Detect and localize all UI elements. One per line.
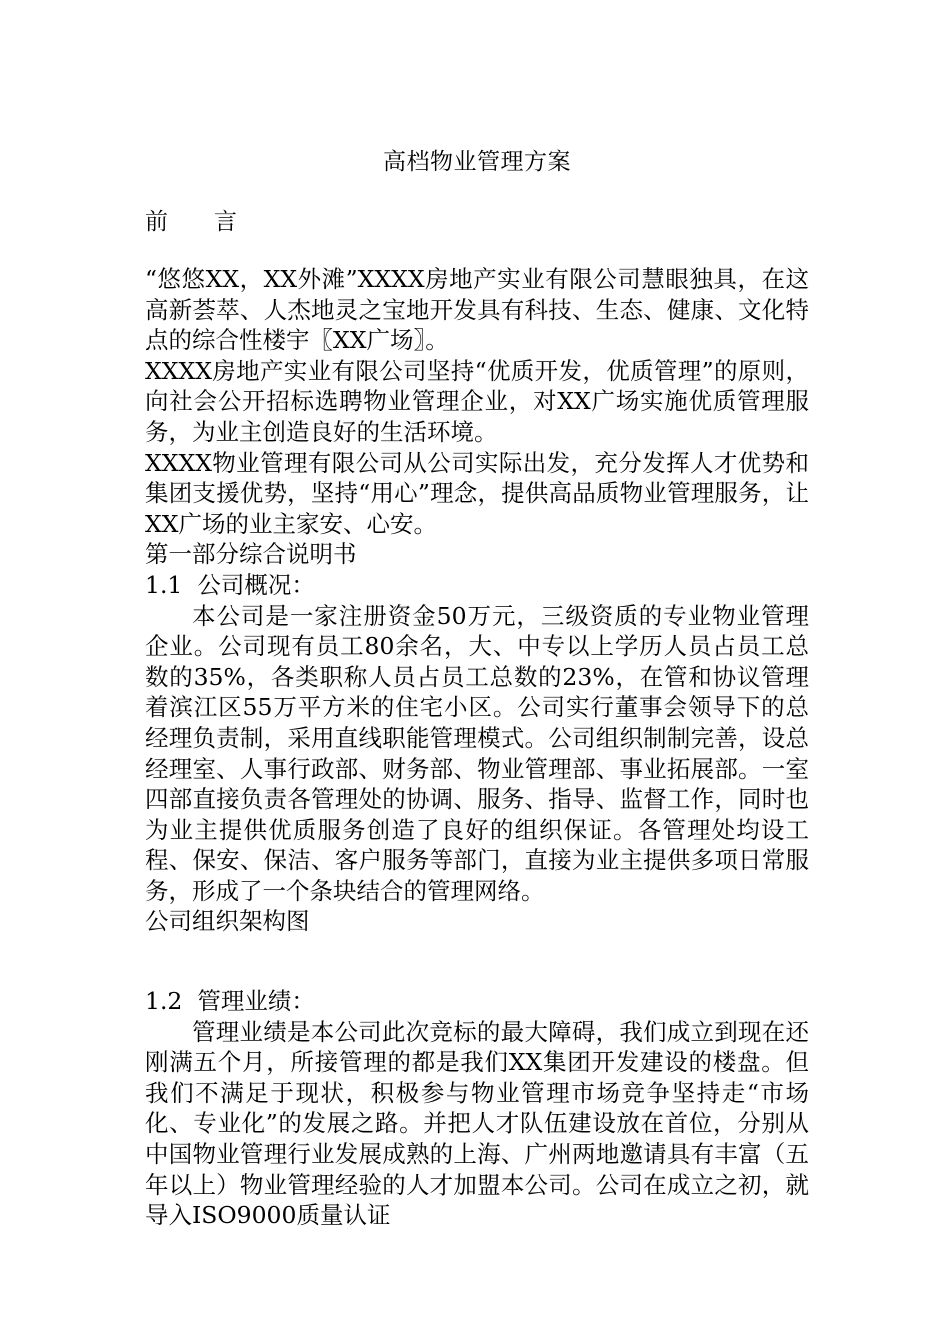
- intro-paragraph: XXXX房地产实业有限公司坚持“优质开发，优质管理”的原则，向社会公开招标选聘物业管理企业，对XX广场实施优质管理服务，为业主创造良好的生活环境。: [145, 356, 809, 446]
- preface-heading: 前 言: [145, 209, 237, 235]
- intro-paragraph: XXXX物业管理有限公司从公司实际出发，充分发挥人才优势和集团支援优势，坚持“用心”理念，提供高品质物业管理服务，让XX广场的业主家安、心安。: [145, 448, 809, 538]
- document-title: 高档物业管理方案: [383, 149, 571, 175]
- document-body-lower: [145, 986, 809, 1231]
- document-body-upper: [145, 264, 809, 937]
- intro-paragraph: “悠悠XX，XX外滩”XXXX房地产实业有限公司慧眼独具，在这高新荟萃、人杰地灵之宝地开发具有科技、生态、健康、文化特点的综合性楼宇〖XX广场〗。: [145, 265, 809, 355]
- section-1-1-body: 本公司是一家注册资金50万元，三级资质的专业物业管理企业。公司现有员工80余名，大、中专以上学历人员占员工总数的35%，各类职称人员占员工总数的23%，在管和协议管理着滨江区55万平方米的住宅小区。公司实行董事会领导下的总经理负责制，采用直线职能管理模式。公司组织制制完善，设总经理室、人事行政部、财务部、物业管理部、事业拓展部。一室四部直接负责各管理处的协调、服务、指导、监督工作，同时也为业主提供优质服务创造了良好的组织保证。各管理处均设工程、保安、保洁、客户服务等部门，直接为业主提供多项日常服务，形成了一个条块结合的管理网络。: [145, 601, 809, 905]
- section-1-1-heading: 1.1 公司概况：: [145, 570, 315, 599]
- section-1-2-heading: 1.2 管理业绩：: [145, 987, 315, 1015]
- org-chart-caption: 公司组织架构图: [145, 907, 310, 936]
- section-1-2-body: 管理业绩是本公司此次竞标的最大障碍，我们成立到现在还刚满五个月，所接管理的都是我们XX集团开发建设的楼盘。但我们不满足于现状，积极参与物业管理市场竞争坚持走“市场化、专业化”的发展之路。并把人才队伍建设放在首位，分别从中国物业管理行业发展成熟的上海、广州两地邀请具有丰富（五年以上）物业管理经验的人才加盟本公司。公司在成立之初，就导入ISO9000质量认证: [145, 1017, 809, 1230]
- part1-heading: 第一部分综合说明书: [145, 540, 357, 569]
